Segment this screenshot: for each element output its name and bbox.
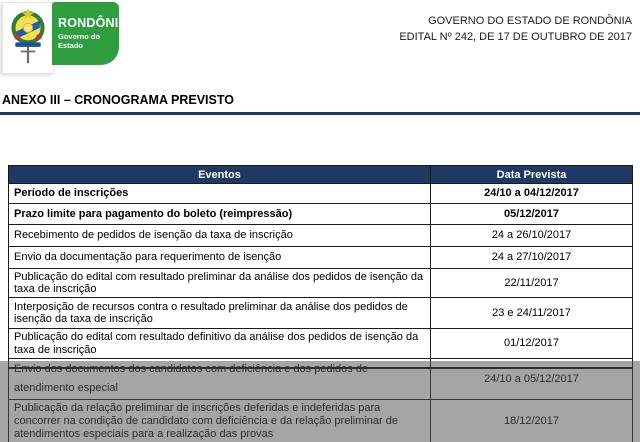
logo-green-banner [52, 2, 128, 65]
date-cell: 23 e 24/11/2017 [431, 298, 633, 329]
event-cell: Envio da documentação para requerimento de isenção [9, 247, 431, 269]
logo-state-name: RONDÔNIA [58, 16, 128, 30]
logo-subtitle: Governo do Estado [58, 32, 101, 50]
date-cell: 22/11/2017 [431, 269, 633, 298]
table-row [9, 247, 633, 269]
page-title: ANEXO III – CRONOGRAMA PREVISTO [2, 93, 234, 107]
table-row [9, 329, 633, 359]
date-cell: 05/12/2017 [431, 204, 633, 225]
document-header-text [399, 13, 632, 45]
date-cell: 01/12/2017 [431, 329, 633, 359]
rondonia-coat-of-arms-icon [8, 5, 48, 72]
edital-line: EDITAL Nº 242, DE 17 DE OUTUBRO DE 2017 [399, 31, 632, 43]
date-cell: 24 a 26/10/2017 [431, 225, 633, 247]
table-row [9, 298, 633, 329]
title-divider-rule [0, 112, 640, 115]
date-cell: 24 a 27/10/2017 [431, 247, 633, 269]
event-cell: Publicação do edital com resultado preliminar da análise dos pedidos de isenção da taxa de inscrição [9, 269, 431, 298]
strikethrough-line [8, 367, 632, 369]
coat-of-arms-card [2, 2, 54, 74]
event-cell: Prazo limite para pagamento do boleto (reimpressão) [9, 204, 431, 225]
event-cell: Publicação do edital com resultado definitivo da análise dos pedidos de isenção da taxa de inscrição [9, 329, 431, 359]
events-column-header: Eventos [9, 166, 431, 184]
table-row [9, 184, 633, 204]
selection-highlight-overlay [0, 361, 640, 442]
event-cell: Período de inscrições [9, 184, 431, 204]
table-row [9, 225, 633, 247]
event-cell: Interposição de recursos contra o resultado preliminar da análise dos pedidos de isenção da taxa de inscrição [9, 298, 431, 329]
table-row [9, 269, 633, 298]
date-column-header: Data Prevista [431, 166, 633, 184]
table-header-row [9, 166, 633, 184]
event-cell: Recebimento de pedidos de isenção da taxa de inscrição [9, 225, 431, 247]
date-cell: 24/10 a 04/12/2017 [431, 184, 633, 204]
table-row [9, 204, 633, 225]
government-line: GOVERNO DO ESTADO DE RONDÔNIA [428, 15, 632, 27]
